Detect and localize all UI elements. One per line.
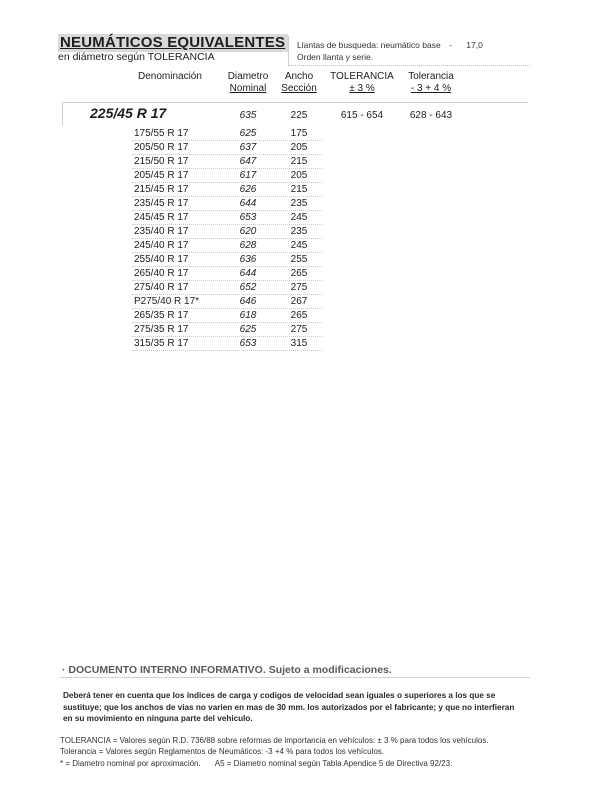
col-header-tolerancia-b-line2: - 3 + 4 %	[410, 83, 452, 94]
row-diametro: 628	[239, 240, 257, 251]
col-header-diametro-line2: Nominal	[229, 83, 267, 94]
base-tire-name: 225/45 R 17	[90, 105, 167, 121]
footnote-tolerancia-b: Tolerancia = Valores según Reglamentos de Neumáticos: -3 +4 % para todos los vehículos.	[60, 747, 385, 756]
row-ancho: 265	[290, 310, 308, 321]
row-diametro: 636	[239, 254, 257, 265]
row-name: 205/45 R 17	[134, 170, 189, 181]
search-criteria-row	[297, 39, 530, 51]
row-name: 255/40 R 17	[134, 254, 189, 265]
base-tire-diametro: 635	[239, 110, 257, 121]
row-ancho: 315	[290, 338, 308, 349]
row-diametro: 644	[239, 198, 257, 209]
row-name: 265/40 R 17	[134, 268, 189, 279]
col-header-tolerancia-line2: ± 3 %	[349, 83, 375, 94]
row-diametro: 620	[239, 226, 257, 237]
row-name: 175/55 R 17	[134, 128, 189, 139]
row-ancho: 215	[290, 156, 308, 167]
row-name: 275/40 R 17	[134, 282, 189, 293]
internal-notice: · DOCUMENTO INTERNO INFORMATIVO. Sujeto a modificaciones.	[62, 664, 392, 676]
base-tire-tolerancia: 615 - 654	[340, 110, 384, 121]
col-header-tolerancia	[326, 71, 398, 95]
row-ancho: 245	[290, 240, 308, 251]
table-row	[132, 295, 322, 309]
page-title: NEUMÁTICOS EQUIVALENTES	[58, 34, 288, 52]
table-row	[132, 309, 322, 323]
row-ancho: 215	[290, 184, 308, 195]
row-ancho: 205	[290, 170, 308, 181]
row-name: 245/45 R 17	[134, 212, 189, 223]
table-row	[132, 155, 322, 169]
search-criteria-box	[288, 36, 530, 66]
search-order: Orden llanta y serie.	[297, 52, 374, 62]
table-row	[132, 239, 322, 253]
col-header-denominacion-label: Denominación	[138, 71, 202, 82]
table-row	[132, 169, 322, 183]
base-tire-ancho: 225	[290, 110, 308, 121]
row-name: 205/50 R 17	[134, 142, 189, 153]
row-name: 215/45 R 17	[134, 184, 189, 195]
table-row	[132, 337, 322, 351]
row-ancho: 275	[290, 282, 308, 293]
row-name: 265/35 R 17	[134, 310, 189, 321]
col-header-tolerancia-b-line1: Tolerancia	[408, 71, 454, 82]
footnote-asterisk: * = Diametro nominal por aproximación.	[60, 759, 201, 768]
row-diametro: 637	[239, 142, 257, 153]
table-row	[132, 141, 322, 155]
row-name: 245/40 R 17	[134, 240, 189, 251]
table-row	[132, 183, 322, 197]
row-name: 215/50 R 17	[134, 156, 189, 167]
row-diametro: 653	[239, 212, 257, 223]
table-row	[132, 211, 322, 225]
row-ancho: 265	[290, 268, 308, 279]
row-ancho: 175	[290, 128, 308, 139]
col-header-denominacion	[138, 71, 202, 83]
base-tire-tolerancia-b: 628 - 643	[409, 110, 453, 121]
table-row	[132, 127, 322, 141]
notice-divider	[60, 677, 530, 678]
row-name: 235/40 R 17	[134, 226, 189, 237]
row-name: 275/35 R 17	[134, 324, 189, 335]
row-diametro: 625	[239, 324, 257, 335]
row-name: 235/45 R 17	[134, 198, 189, 209]
table-row	[132, 267, 322, 281]
col-header-diametro-line1: Diametro	[227, 71, 269, 82]
search-separator: -	[449, 40, 452, 50]
row-diametro: 626	[239, 184, 257, 195]
row-ancho: 235	[290, 226, 308, 237]
row-ancho: 275	[290, 324, 308, 335]
row-ancho: 235	[290, 198, 308, 209]
row-diametro: 652	[239, 282, 257, 293]
footnote-tolerancia: TOLERANCIA = Valores según R.D. 736/88 sobre reformas de importancia en vehículos: ± 3 % para todos los vehículos.	[60, 736, 489, 745]
col-header-ancho	[276, 71, 322, 95]
row-name: 315/35 R 17	[134, 338, 189, 349]
row-diametro: 653	[239, 338, 257, 349]
table-row	[132, 323, 322, 337]
col-header-tolerancia-b	[398, 71, 464, 95]
table-row	[132, 281, 322, 295]
col-header-diametro	[222, 71, 274, 95]
col-header-ancho-line2: Sección	[281, 83, 317, 94]
row-ancho: 255	[290, 254, 308, 265]
row-ancho: 245	[290, 212, 308, 223]
row-diametro: 625	[239, 128, 257, 139]
table-row	[132, 197, 322, 211]
row-ancho: 267	[290, 296, 308, 307]
footnote-row	[60, 759, 452, 768]
footnote-a5: A5 = Diametro nominal según Tabla Apendice 5 de Directiva 92/23.	[214, 759, 453, 768]
row-diametro: 647	[239, 156, 257, 167]
col-header-ancho-line1: Ancho	[284, 71, 314, 82]
col-header-tolerancia-line1: TOLERANCIA	[330, 71, 394, 82]
row-diametro: 644	[239, 268, 257, 279]
table-row	[132, 225, 322, 239]
row-ancho: 205	[290, 142, 308, 153]
equivalent-tires-list	[132, 127, 322, 351]
search-label: Llantas de busqueda:	[297, 40, 379, 50]
row-diametro: 618	[239, 310, 257, 321]
page-subtitle: en diámetro según TOLERANCIA	[58, 51, 215, 63]
search-value: 17,0	[466, 40, 483, 50]
row-diametro: 646	[239, 296, 257, 307]
search-mode: neumático base	[380, 40, 441, 50]
row-name: P275/40 R 17*	[134, 296, 200, 307]
row-diametro: 617	[239, 170, 257, 181]
table-row	[132, 253, 322, 267]
warning-paragraph: Deberá tener en cuenta que los índices de carga y codigos de velocidad sean iguales o superiores a los que se sustituye; que los anchos de vias no varien en mas de 30 mm. los autorizados por el fabricante; y que no interfieran en su movimiento en ninguna parte del vehiculo.	[63, 691, 515, 723]
